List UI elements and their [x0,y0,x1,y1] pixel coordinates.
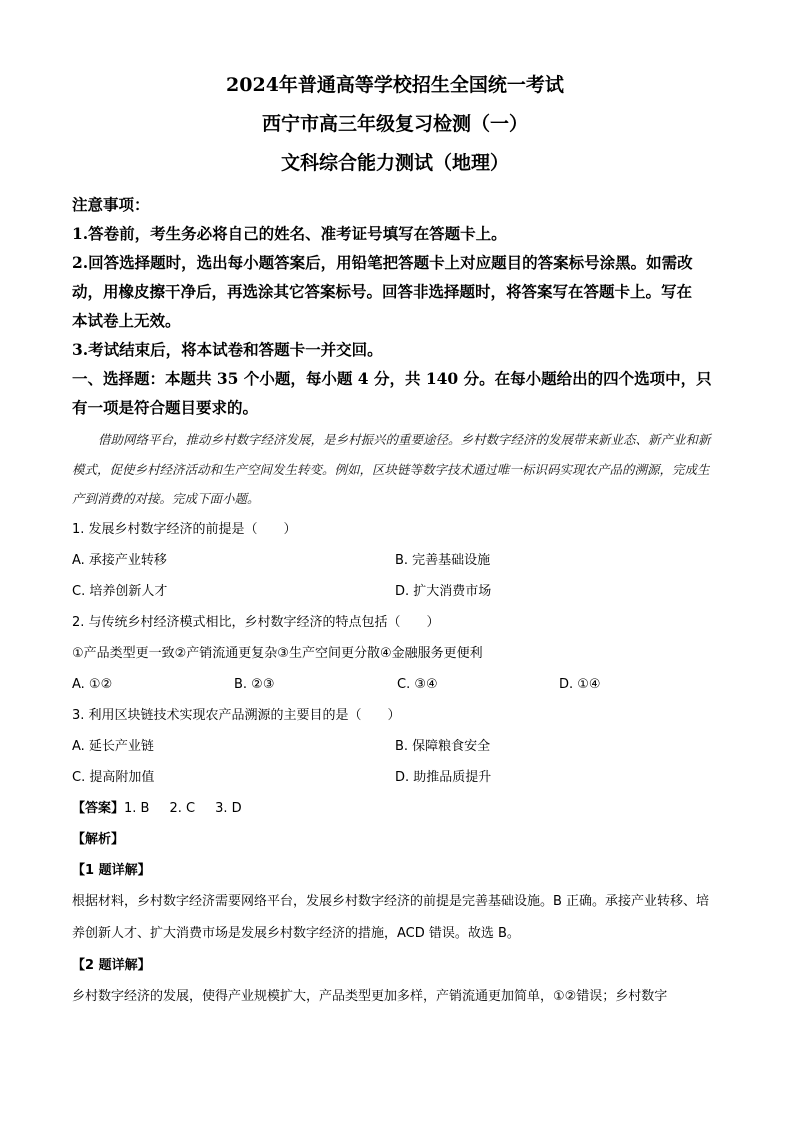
question-3-option-a: A. 延长产业链 [72,738,154,754]
question-3-options-row-1 [72,731,718,762]
question-2-option-d: D. ①④ [559,676,601,692]
exam-title: 2024年普通高等学校招生全国统一考试 [226,74,564,96]
question-1-option-a: A. 承接产业转移 [72,552,167,568]
question-2-option-c: C. ③④ [397,676,438,692]
section-instruction-line-1: 一、选择题：本题共 35 个小题，每小题 4 分，共 140 分。在每小题给出的四个选项中，只 [72,369,712,388]
question-1-options-row-1 [72,545,718,576]
analysis-heading: 【解析】 [72,831,125,847]
question-3-options-row-2 [72,762,718,793]
question-1-stem: 1. 发展乡村数字经济的前提是（ ） [72,521,297,537]
detail-1-heading: 【1 题详解】 [72,862,151,878]
analysis-section [72,824,718,1013]
notice-item-1: 1.答卷前，考生务必将自己的姓名、准考证号填写在答题卡上。 [72,224,507,243]
detail-2-text: 乡村数字经济的发展，使得产业规模扩大，产品类型更加多样，产销流通更加简单，①②错误；乡村数字 [72,988,668,1004]
question-1-option-c: C. 培养创新人才 [72,583,168,599]
answer-2: 2. C [169,800,196,816]
notice-item-2-line-3: 本试卷上无效。 [72,311,181,330]
notice-item-3: 3.考试结束后，将本试卷和答题卡一并交回。 [72,340,383,359]
answer-1: 1. B [124,800,150,816]
question-3-option-b: B. 保障粮食安全 [395,738,491,754]
question-1-option-d: D. 扩大消费市场 [395,583,492,599]
detail-1-text: 根据材料，乡村数字经济需要网络平台，发展乡村数字经济的前提是完善基础设施。B 正确。承接产业转移、培养创新人才、扩大消费市场是发展乡村数字经济的措施，ACD 错误。故选 B。 [72,893,710,941]
question-2-option-a: A. ①② [72,676,113,692]
question-1-options-row-2 [72,576,718,607]
answer-label: 【答案】 [72,800,125,816]
notice-item-2-line-1: 2.回答选择题时，选出每小题答案后，用铅笔把答题卡上对应题目的答案标号涂黑。如需改 [72,253,693,272]
question-2-statements: ①产品类型更一致②产销流通更复杂③生产空间更分散④金融服务更便利 [72,645,483,661]
question-2-option-b: B. ②③ [234,676,275,692]
question-3-option-c: C. 提高附加值 [72,769,155,785]
answer-line [72,793,718,824]
exam-subject-title: 文科综合能力测试（地理） [280,152,509,174]
question-2-options [72,669,718,700]
notice-item-2-line-2: 动，用橡皮擦干净后，再选涂其它答案标号。回答非选择题时，将答案写在答题卡上。写在 [72,282,693,301]
section-instruction [72,364,718,422]
exam-subtitle: 西宁市高三年级复习检测（一） [261,113,528,135]
question-3 [72,700,718,793]
detail-2-heading: 【2 题详解】 [72,957,151,973]
question-3-stem: 3. 利用区块链技术实现农产品溯源的主要目的是（ ） [72,707,401,723]
question-1-option-b: B. 完善基础设施 [395,552,491,568]
question-3-option-d: D. 助推品质提升 [395,769,492,785]
question-2-stem: 2. 与传统乡村经济模式相比，乡村数字经济的特点包括（ ） [72,614,440,630]
question-1 [72,514,718,607]
answer-3: 3. D [215,800,242,816]
question-2 [72,607,718,700]
section-instruction-line-2: 有一项是符合题目要求的。 [72,398,259,417]
notice-heading: 注意事项： [72,195,150,214]
reading-passage: 借助网络平台，推动乡村数字经济发展，是乡村振兴的重要途径。乡村数字经济的发展带来新业态、新产业和新模式，促使乡村经济活动和生产空间发生转变。例如，区块链等数字技术通过唯一标识码实现农产品的溯源，完成生产到消费的对接。完成下面小题。 [72,432,711,506]
notice-section [72,190,718,364]
